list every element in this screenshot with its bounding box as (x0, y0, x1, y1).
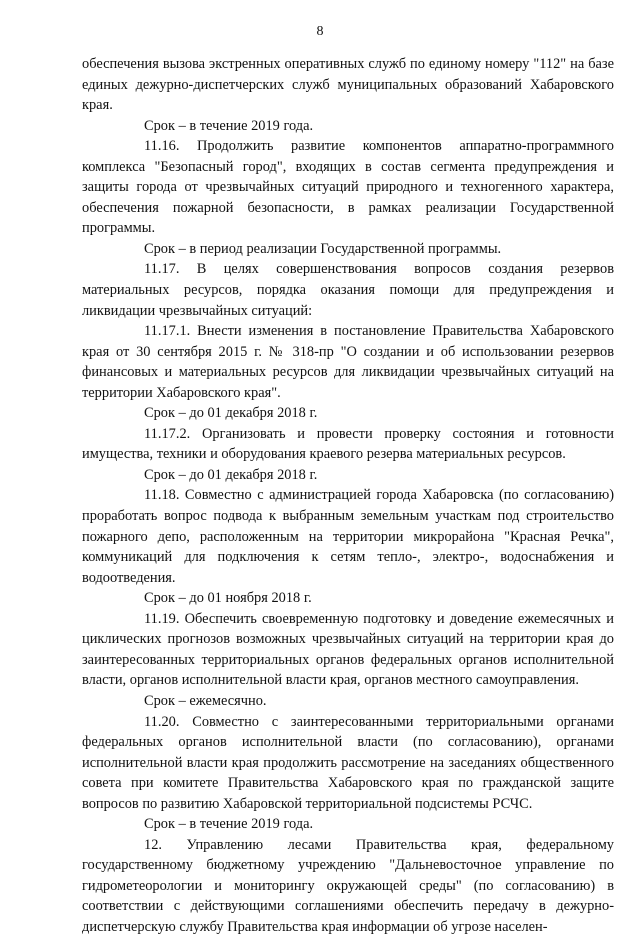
paragraph: 11.18. Совместно с администрацией города Хабаровска (по согласованию) проработать вопрос подвода к выбранным земельным участкам под строительство пожарного депо, расположенным на территории микрорайона "Красная Речка", коммуникаций для подключения к сетям тепло-, электро-, водоснабжения и водоотведения. (82, 487, 614, 586)
document-body (82, 54, 614, 938)
paragraph: Срок – в период реализации Государственной программы. (144, 240, 502, 257)
paragraph: 12. Управлению лесами Правительства края, федеральному государственному бюджетному учреждению "Дальневосточное управление по гидрометеорологии и мониторингу окружающей среды" (по согласованию) в соответствии с действующими соглашениями обеспечить передачу в дежурно-диспетчерскую службу Правительства края информации об угрозе населен- (82, 836, 614, 935)
paragraph: 11.17.1. Внести изменения в постановление Правительства Хабаровского края от 30 сентября 2015 г. № 318-пр "О создании и об использовании резервов финансовых и материальных ресурсов для ликвидации чрезвычайных ситуаций на территории Хабаровского края". (82, 323, 614, 401)
page-number: 8 (316, 24, 324, 39)
paragraph: Срок – в течение 2019 года. (144, 816, 314, 833)
paragraph: 11.19. Обеспечить своевременную подготовку и доведение ежемесячных и циклических прогнозов возможных чрезвычайных ситуаций на территории края до заинтересованных территориальных органов федеральных органов исполнительной власти, органов исполнительной власти края, органов местного самоуправления. (82, 610, 614, 689)
paragraph: 11.20. Совместно с заинтересованными территориальными органами федеральных органов исполнительной власти (по согласованию), органами исполнительной власти края продолжить рассмотрение на заседаниях общественного совета при комитете Правительства Хабаровского края по гражданской защите вопросов по развитию Хабаровской территориальной подсистемы РСЧС. (82, 713, 614, 812)
paragraph: Срок – до 01 декабря 2018 г. (144, 466, 318, 483)
paragraph: 11.17.2. Организовать и провести проверку состояния и готовности имущества, техники и оборудования краевого резерва материальных ресурсов. (82, 425, 614, 463)
paragraph: Срок – до 01 декабря 2018 г. (144, 405, 318, 422)
paragraph: Срок – ежемесячно. (144, 692, 267, 709)
paragraph: Срок – до 01 ноября 2018 г. (144, 590, 312, 607)
paragraph: обеспечения вызова экстренных оперативных служб по единому номеру "112" на базе единых дежурно-диспетчерских служб муниципальных образований Хабаровского края. (82, 56, 614, 114)
paragraph: 11.16. Продолжить развитие компонентов аппаратно-программного комплекса "Безопасный город", входящих в состав сегмента предупреждения и защиты города от чрезвычайных ситуаций природного и техногенного характера, обеспечения пожарной безопасности, в рамках реализации Государственной программы. (82, 138, 614, 237)
paragraph: 11.17. В целях совершенствования вопросов создания резервов материальных ресурсов, порядка оказания помощи для предупреждения и ликвидации чрезвычайных ситуаций: (82, 261, 614, 319)
paragraph: Срок – в течение 2019 года. (144, 117, 314, 134)
